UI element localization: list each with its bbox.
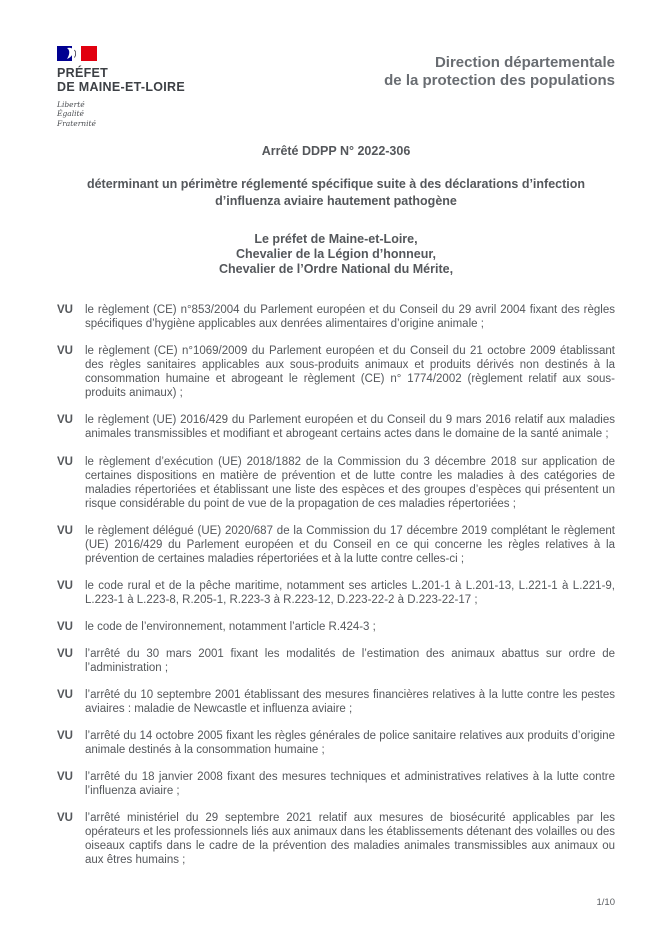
vu-label: VU bbox=[57, 414, 73, 427]
issuer-line-2: Chevalier de la Légion d’honneur, bbox=[235, 246, 437, 261]
motto-fraternite: Fraternité bbox=[57, 118, 96, 128]
prefecture-logo bbox=[57, 46, 185, 128]
considerant-item bbox=[57, 811, 615, 867]
vu-text: l’arrêté ministériel du 29 septembre 2021 relatif aux mesures de biosécurité applicables par les opérateurs et les professionnels liés aux animaux dans les établissements détenant des volailles ou des oiseaux captifs dans le cadre de la prévention des maladies animales transmissibles aux animaux ou aux êtres humains ; bbox=[85, 811, 615, 866]
issuer-block bbox=[57, 232, 615, 278]
considerants-list bbox=[57, 303, 615, 866]
considerant-item bbox=[57, 303, 615, 331]
vu-text: l’arrêté du 14 octobre 2005 fixant les règles générales de police sanitaire relatives aux produits d’origine animale destinés à la consommation humaine ; bbox=[85, 729, 615, 756]
vu-text: le code de l’environnement, notamment l’article R.424-3 ; bbox=[85, 620, 376, 633]
header bbox=[57, 46, 615, 128]
issuer-line-1: Le préfet de Maine-et-Loire, bbox=[254, 231, 418, 246]
vu-label: VU bbox=[57, 524, 73, 537]
motto-egalite: Égalité bbox=[57, 109, 84, 119]
considerant-item bbox=[57, 524, 615, 566]
vu-text: le règlement (UE) 2016/429 du Parlement européen et du Conseil du 9 mars 2016 relatif aux maladies animales transmissibles et modifiant et abrogeant certains actes dans le domaine de la santé animale ; bbox=[85, 414, 615, 441]
vu-label: VU bbox=[57, 688, 73, 701]
vu-text: le règlement (CE) n°1069/2009 du Parlement européen et du Conseil du 21 octobre 2009 établissant des règles sanitaires applicables aux sous-produits animaux et produits dérivés non destinés à la consommation humaine et abrogeant le règlement (CE) n° 1774/2002 (règlement relatif aux sous-produits animaux) ; bbox=[85, 345, 615, 400]
page-number: 1/10 bbox=[596, 897, 615, 908]
vu-text: l’arrêté du 10 septembre 2001 établissant des mesures financières relatives à la lutte contre les pestes aviaires : maladie de Newcastle et influenza aviaire ; bbox=[85, 688, 615, 715]
direction-line2: de la protection des populations bbox=[384, 72, 615, 89]
vu-label: VU bbox=[57, 770, 73, 783]
considerant-item bbox=[57, 344, 615, 400]
considerant-item bbox=[57, 729, 615, 757]
prefet-name-line1: PRÉFET bbox=[57, 66, 109, 80]
considerant-item bbox=[57, 770, 615, 798]
vu-label: VU bbox=[57, 647, 73, 660]
document-subtitle: déterminant un périmètre réglementé spécifique suite à des déclarations d’infection d’influenza aviaire hautement pathogène bbox=[86, 176, 586, 208]
vu-label: VU bbox=[57, 345, 73, 358]
direction-title bbox=[384, 46, 615, 90]
vu-label: VU bbox=[57, 620, 73, 633]
vu-text: le règlement délégué (UE) 2020/687 de la Commission du 17 décembre 2019 complétant le règlement (UE) 2016/429 du Parlement européen et du Conseil en ce qui concerne les règles relatives à la prévention de certaines maladies répertoriées et à la lutte contre celles-ci ; bbox=[85, 524, 615, 565]
considerant-item bbox=[57, 413, 615, 441]
considerant-item bbox=[57, 579, 615, 607]
considerant-item bbox=[57, 620, 615, 634]
direction-line1: Direction départementale bbox=[434, 54, 615, 71]
vu-label: VU bbox=[57, 579, 73, 592]
vu-text: le code rural et de la pêche maritime, notamment ses articles L.201-1 à L.201-13, L.221-1 à L.221-9, L.223-1 à L.223-8, R.205-1, R.223-3 à R.223-12, D.223-22-2 à D.223-22-17 ; bbox=[85, 579, 615, 606]
considerant-item bbox=[57, 688, 615, 716]
considerant-item bbox=[57, 455, 615, 511]
motto bbox=[57, 100, 185, 128]
document-title: Arrêté DDPP N° 2022-306 bbox=[261, 143, 411, 158]
vu-label: VU bbox=[57, 729, 73, 742]
vu-text: l’arrêté du 18 janvier 2008 fixant des mesures techniques et administratives relatives à la lutte contre l’influenza aviaire ; bbox=[85, 770, 615, 797]
vu-text: le règlement d’exécution (UE) 2018/1882 de la Commission du 3 décembre 2018 sur application de certaines dispositions en matière de prévention et de lutte contre les maladies à des catégories de maladies répertoriées et établissant une liste des espèces et des groupes d’espèces qui présentent un risque considérable du point de vue de la propagation de ces maladies répertoriées ; bbox=[85, 455, 615, 510]
motto-liberte: Liberté bbox=[57, 99, 85, 109]
considerant-item bbox=[57, 647, 615, 675]
issuer-line-3: Chevalier de l’Ordre National du Mérite, bbox=[218, 262, 454, 277]
vu-label: VU bbox=[57, 811, 73, 824]
vu-text: le règlement (CE) n°853/2004 du Parlement européen et du Conseil du 29 avril 2004 fixant des règles spécifiques d’hygiène applicables aux denrées alimentaires d’origine animale ; bbox=[85, 304, 615, 331]
vu-text: l’arrêté du 30 mars 2001 fixant les modalités de l’estimation des animaux abattus sur ordre de l’administration ; bbox=[85, 647, 615, 674]
prefet-name-line2: DE MAINE-ET-LOIRE bbox=[57, 80, 186, 95]
vu-label: VU bbox=[57, 304, 73, 317]
vu-label: VU bbox=[57, 455, 73, 468]
french-flag-icon bbox=[57, 46, 97, 61]
